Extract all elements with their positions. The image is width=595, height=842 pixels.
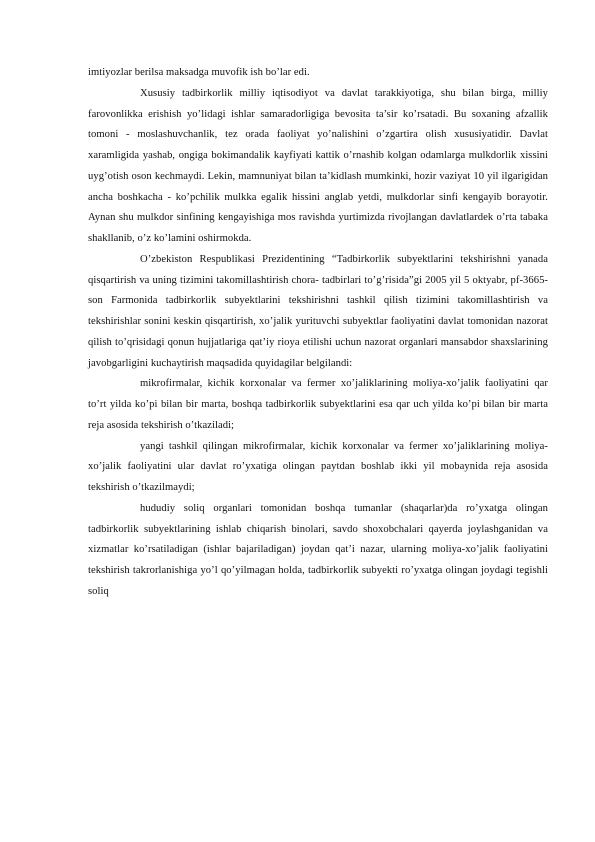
- paragraph-private-entrepreneurship: Xususiy tadbirkorlik milliy iqtisodiyot va davlat tarakkiyotiga, shu bilan birga, milliy farovonlikka erishish yo’lidagi ishlar samaradorligiga bevosita ta’sir ko’rsatadi. Bu soxaning afzallik tomoni - moslashuvchanlik, tez orada faoliyat yo’nalishini o’zgartira olish xususiyatidir. Davlat xaramligida yashab, ongiga bokimandalik kayfiyati kattik o’rnashib kolgan odamlarga mulkdorlik xissini uyg’otish oson kechmaydi. Lekin, mamnuniyat bilan ta’kidlash mumkinki, hozir vaziyat 10 yil ilgarigidan ancha boshkacha - ko’pchilik mulkka egalik hissini anglab yetdi, mulkdorlar sinfi kengayib borayotir. Aynan shu mulkdor sinfining kengayishiga mos ravishda yurtimizda rivojlangan davlatlardek o’rta tabaka shakllanib, o’z ko’lamini oshirmokda.: [88, 87, 548, 244]
- paragraph-continuation: imtiyozlar berilsa maksadga muvofik ish bo’lar edi.: [88, 67, 310, 78]
- paragraph-new-enterprises: yangi tashkil qilingan mikrofirmalar, kichik korxonalar va fermer xo’jaliklarining moliya-xo’jalik faoliyatini ular davlat ro’yxatiga olingan paytdan boshlab ikki yil mobaynida reja asosida tekshirish o’tkazilmaydi;: [88, 440, 548, 493]
- paragraph-regional-tax-bodies: hududiy soliq organlari tomonidan boshqa tumanlar (shaqarlar)da ro’yxatga olingan tadbirkorlik subyektlarining ishlab chiqarish binolari, savdo shoxobchalari qayerda joylashganidan va xizmatlar ko’rsatiladigan (ishlar bajariladigan) joydan qat’i nazar, ularning moliya-xo’jalik faoliyatini tekshirish takrorlanishiga yo’l qo’yilmagan holda, tadbirkorlik subyekti ro’yxatga olingan joydagi tegishli soliq: [88, 502, 548, 597]
- paragraph-inspection-frequency: mikrofirmalar, kichik korxonalar va fermer xo’jaliklarining moliya-xo’jalik faoliyatini qar to’rt yilda ko’pi bilan bir marta, boshqa tadbirkorlik subyektlarini esa qar uch yilda ko’pi bilan bir marta reja asosida tekshirish o’tkaziladi;: [88, 378, 548, 431]
- body-text: [88, 63, 548, 603]
- paragraph-presidential-decree: O’zbekiston Respublikasi Prezidentining “Tadbirkorlik subyektlarini tekshirishni yanada qisqartirish va uning tizimini takomillashtirish chora- tadbirlari to’g’risida”gi 2005 yil 5 oktyabr, pf-3665-son Farmonida tadbirkorlik subyektlarini tekshirishni tashkil qilish tizimini takomillashtirish va tekshirishlar sonini keskin qisqartirish, xo’jalik yurituvchi subyektlar faoliyatini davlat tomonidan nazorat qilish to’qrisidagi qonun hujjatlariga qat’iy rioya etilishi uchun nazorat organlari mansabdor shaxslarining javobgarligini kuchaytirish maqsadida quyidagilar belgilandi:: [88, 253, 548, 369]
